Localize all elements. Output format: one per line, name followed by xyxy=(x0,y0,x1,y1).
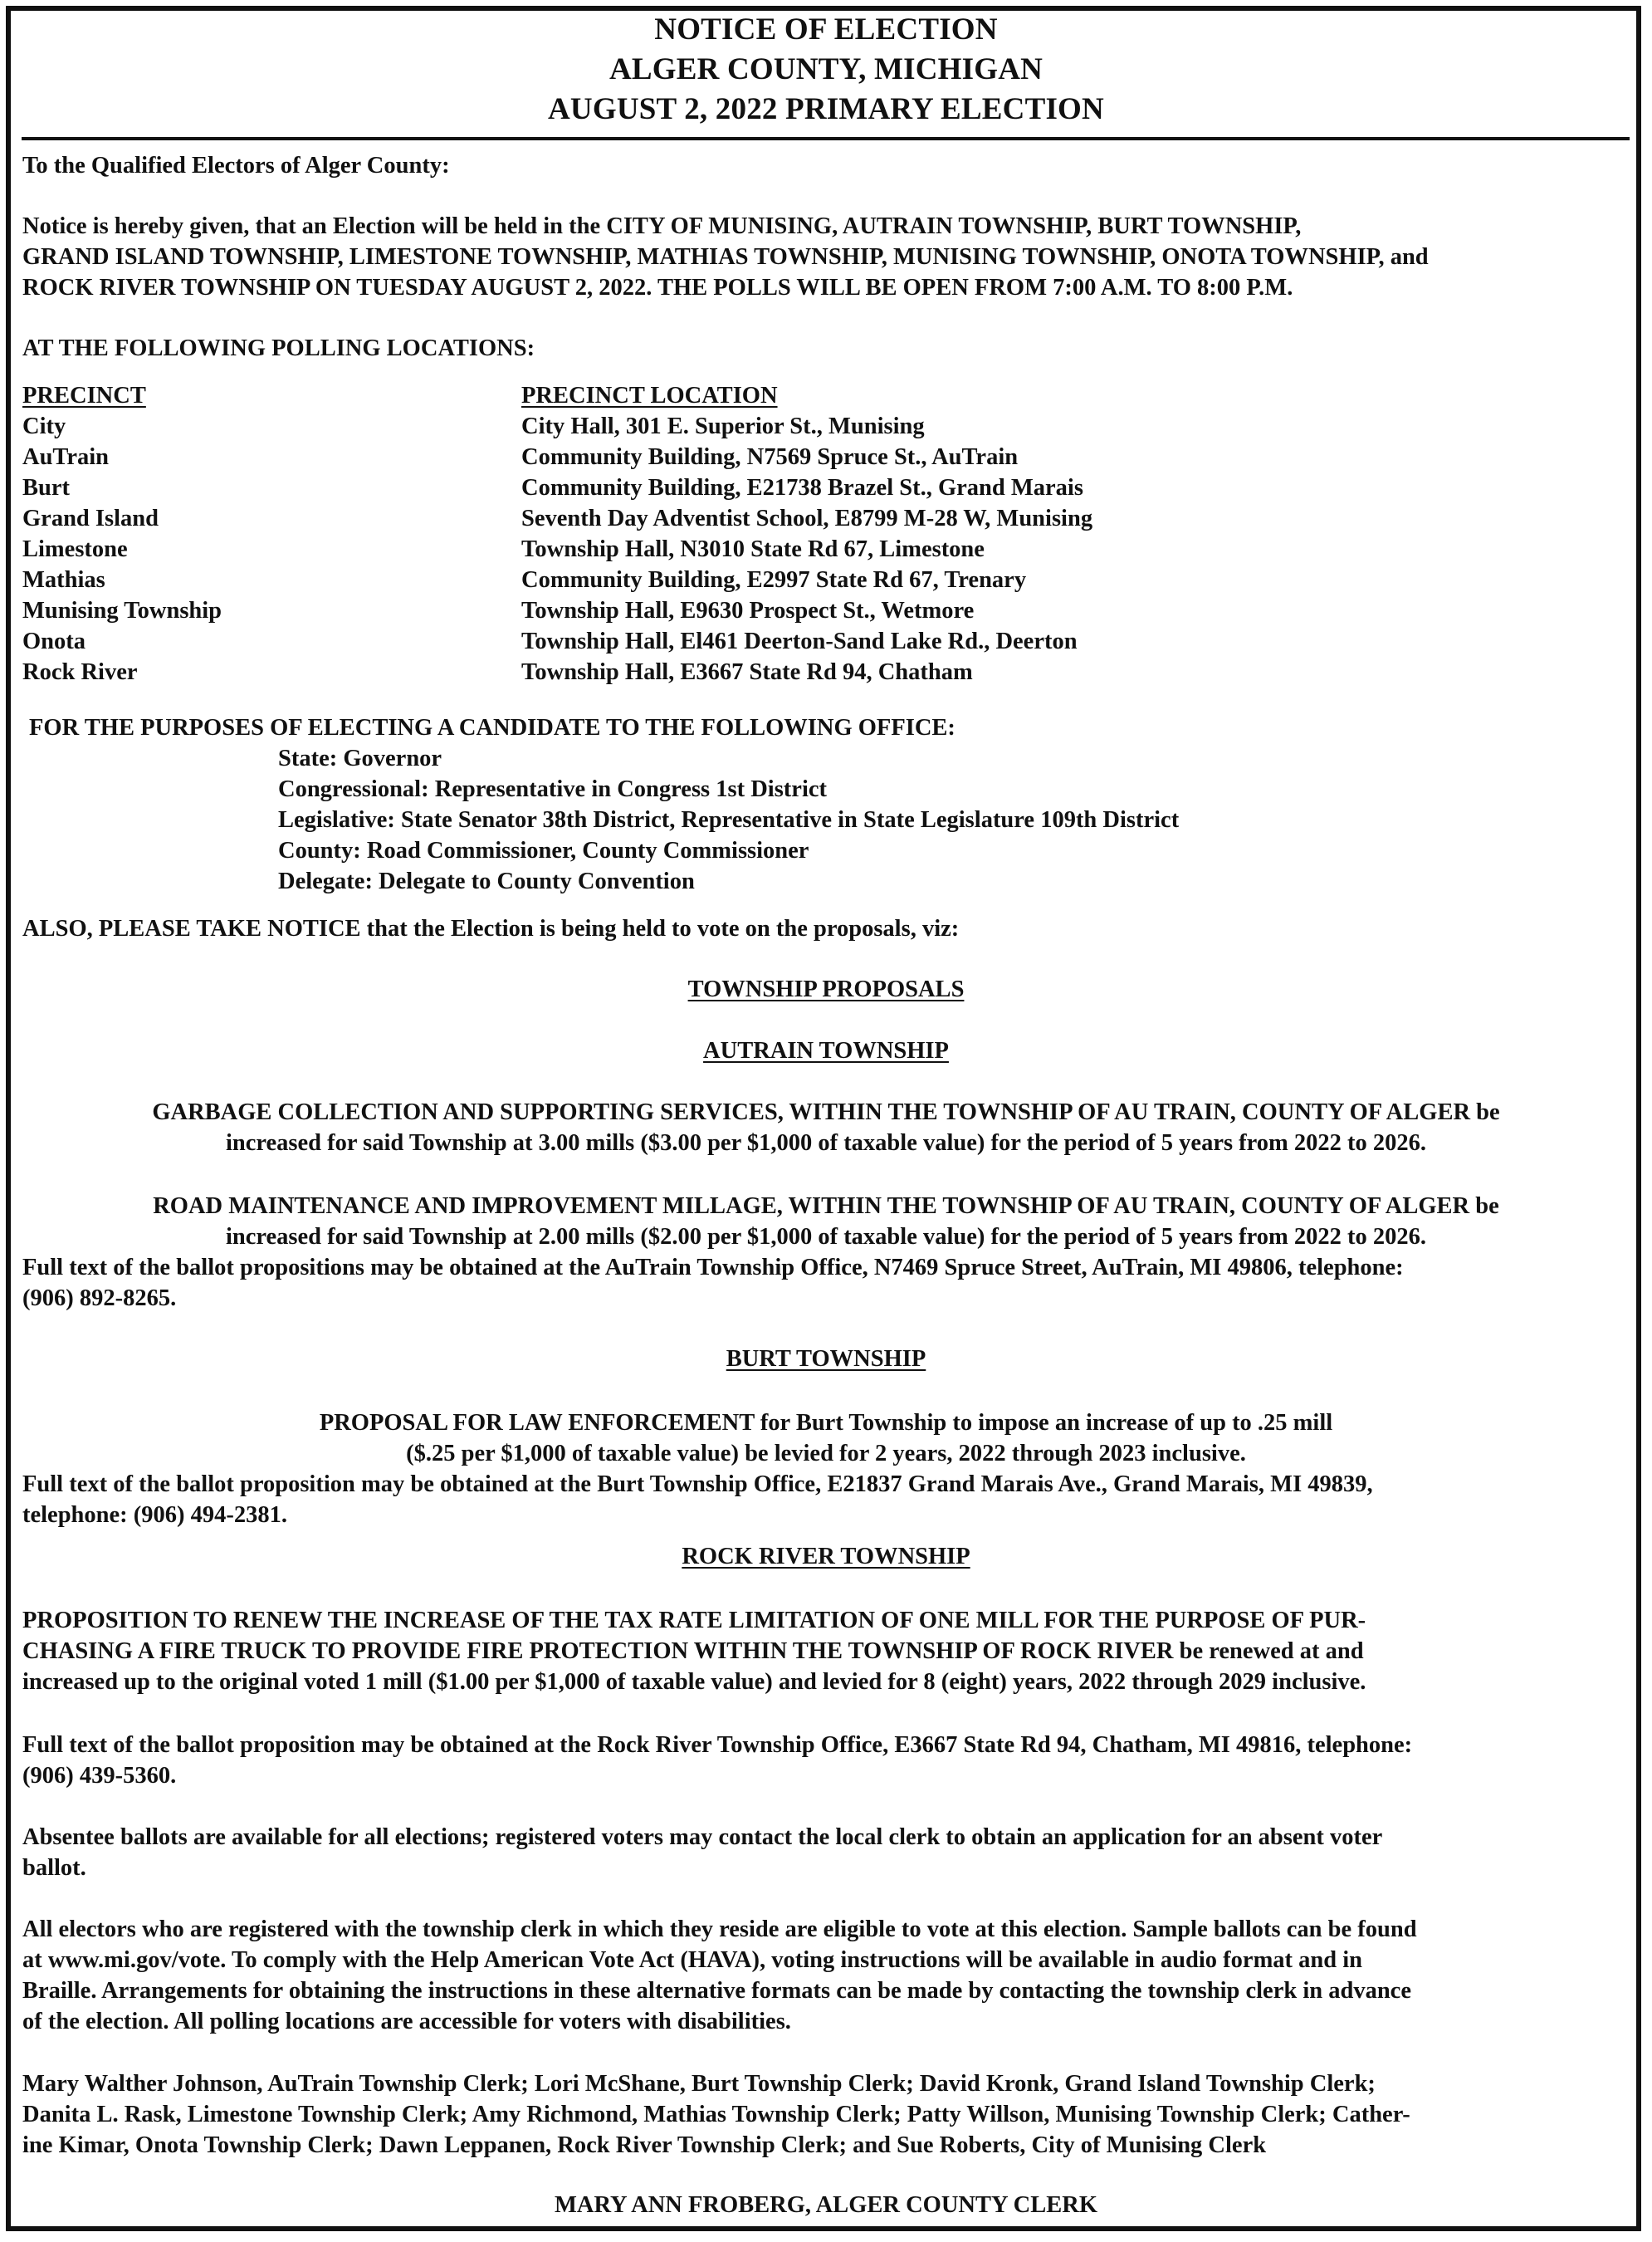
office-item: Congressional: Representative in Congress 1st District xyxy=(278,776,827,802)
burt-proposal-line: ($.25 per $1,000 of taxable value) be levied for 2 years, 2022 through 2023 inclusive. xyxy=(406,1441,1246,1466)
absentee-line: ballot. xyxy=(22,1855,86,1881)
electors-line: All electors who are registered with the township clerk in which they reside are eligible to vote at this election. Sample ballots can be found xyxy=(22,1916,1417,1942)
precinct-name: Grand Island xyxy=(22,506,159,531)
also-notice: ALSO, PLEASE TAKE NOTICE that the Election is being held to vote on the proposals, viz: xyxy=(22,916,960,942)
county-title: ALGER COUNTY, MICHIGAN xyxy=(609,52,1043,86)
precinct-name: Onota xyxy=(22,629,86,654)
electors-line: Braille. Arrangements for obtaining the instructions in these alternative formats can be made by contacting the township clerk in advance xyxy=(22,1978,1411,2004)
electors-line: at www.mi.gov/vote. To comply with the Help American Vote Act (HAVA), voting instructions will be available in audio format and in xyxy=(22,1947,1363,1973)
burt-full-text: Full text of the ballot proposition may be obtained at the Burt Township Office, E21837 Grand Marais Ave., Grand Marais, MI 49839, xyxy=(22,1471,1373,1497)
precinct-location: Township Hall, N3010 State Rd 67, Limestone xyxy=(521,536,985,562)
autrain-proposal-line: increased for said Township at 3.00 mills ($3.00 per $1,000 of taxable value) for the period of 5 years from 2022 to 2026. xyxy=(225,1130,1427,1156)
autrain-full-text: Full text of the ballot propositions may be obtained at the AuTrain Township Office, N7469 Spruce Street, AuTrain, MI 49806, telephone: xyxy=(22,1255,1404,1280)
header-rule xyxy=(22,137,1630,140)
notice-line: ROCK RIVER TOWNSHIP ON TUESDAY AUGUST 2, 2022. THE POLLS WILL BE OPEN FROM 7:00 A.M. TO 8:00 P.M. xyxy=(22,275,1293,301)
office-item: Legislative: State Senator 38th District, Representative in State Legislature 109th District xyxy=(278,807,1180,833)
precinct-location: Community Building, E21738 Brazel St., Grand Marais xyxy=(521,475,1083,501)
proposals-heading: TOWNSHIP PROPOSALS xyxy=(687,977,965,1002)
autrain-full-text: (906) 892-8265. xyxy=(22,1285,177,1311)
electors-line: of the election. All polling locations are accessible for voters with disabilities. xyxy=(22,2009,791,2034)
burt-proposal-line: PROPOSAL FOR LAW ENFORCEMENT for Burt Township to impose an increase of up to .25 mill xyxy=(319,1410,1333,1436)
autrain-proposal-line: increased for said Township at 2.00 mills ($2.00 per $1,000 of taxable value) for the period of 5 years from 2022 to 2026. xyxy=(225,1224,1427,1250)
precinct-location: City Hall, 301 E. Superior St., Munising xyxy=(521,414,925,439)
precinct-location: Township Hall, E3667 State Rd 94, Chatham xyxy=(521,659,973,685)
burt-heading: BURT TOWNSHIP xyxy=(726,1346,926,1372)
precinct-name: Mathias xyxy=(22,567,105,593)
precinct-name: Rock River xyxy=(22,659,138,685)
precinct-name: Burt xyxy=(22,475,70,501)
precinct-location: Community Building, E2997 State Rd 67, Trenary xyxy=(521,567,1027,593)
precinct-name: City xyxy=(22,414,66,439)
offices-heading: FOR THE PURPOSES OF ELECTING A CANDIDATE TO THE FOLLOWING OFFICE: xyxy=(29,715,956,741)
rock-river-full-text: (906) 439-5360. xyxy=(22,1763,177,1789)
rock-river-proposal-line: PROPOSITION TO RENEW THE INCREASE OF THE TAX RATE LIMITATION OF ONE MILL FOR THE PURPOSE OF PUR- xyxy=(22,1608,1366,1633)
absentee-line: Absentee ballots are available for all elections; registered voters may contact the local clerk to obtain an application for an absent voter xyxy=(22,1824,1383,1850)
clerks-line: Mary Walther Johnson, AuTrain Township Clerk; Lori McShane, Burt Township Clerk; David Kronk, Grand Island Township Clerk; xyxy=(22,2071,1376,2097)
location-column-header: PRECINCT LOCATION xyxy=(521,383,778,409)
polling-heading: AT THE FOLLOWING POLLING LOCATIONS: xyxy=(22,335,535,361)
county-clerk-signature: MARY ANN FROBERG, ALGER COUNTY CLERK xyxy=(554,2192,1097,2218)
burt-full-text: telephone: (906) 494-2381. xyxy=(22,1502,287,1528)
clerks-line: ine Kimar, Onota Township Clerk; Dawn Leppanen, Rock River Township Clerk; and Sue Roberts, City of Munising Clerk xyxy=(22,2132,1267,2158)
salutation: To the Qualified Electors of Alger County: xyxy=(22,153,450,179)
office-item: County: Road Commissioner, County Commissioner xyxy=(278,838,809,864)
rock-river-proposal-line: CHASING A FIRE TRUCK TO PROVIDE FIRE PROTECTION WITHIN THE TOWNSHIP OF ROCK RIVER be renewed at and xyxy=(22,1638,1364,1664)
rock-river-proposal-line: increased up to the original voted 1 mill ($1.00 per $1,000 of taxable value) and levied for 8 (eight) years, 2022 through 2029 inclusive. xyxy=(22,1669,1366,1695)
precinct-location: Township Hall, El461 Deerton-Sand Lake Rd., Deerton xyxy=(521,629,1078,654)
precinct-name: Munising Township xyxy=(22,598,222,624)
precinct-column-header: PRECINCT xyxy=(22,383,146,409)
office-item: Delegate: Delegate to County Convention xyxy=(278,869,695,894)
notice-line: Notice is hereby given, that an Election will be held in the CITY OF MUNISING, AUTRAIN TOWNSHIP, BURT TOWNSHIP, xyxy=(22,213,1302,239)
clerks-line: Danita L. Rask, Limestone Township Clerk; Amy Richmond, Mathias Township Clerk; Patty Willson, Munising Township Clerk; Cather- xyxy=(22,2102,1410,2127)
office-item: State: Governor xyxy=(278,746,442,771)
election-title: AUGUST 2, 2022 PRIMARY ELECTION xyxy=(548,92,1104,126)
autrain-proposal-line: ROAD MAINTENANCE AND IMPROVEMENT MILLAGE, WITHIN THE TOWNSHIP OF AU TRAIN, COUNTY OF ALGER be xyxy=(153,1193,1499,1219)
autrain-proposal-line: GARBAGE COLLECTION AND SUPPORTING SERVICES, WITHIN THE TOWNSHIP OF AU TRAIN, COUNTY OF ALGER be xyxy=(152,1099,1500,1125)
precinct-name: AuTrain xyxy=(22,444,109,470)
precinct-location: Seventh Day Adventist School, E8799 M-28 W, Munising xyxy=(521,506,1093,531)
notice-title: NOTICE OF ELECTION xyxy=(654,12,998,47)
autrain-heading: AUTRAIN TOWNSHIP xyxy=(703,1038,949,1064)
rock-river-full-text: Full text of the ballot proposition may be obtained at the Rock River Township Office, E3667 State Rd 94, Chatham, MI 49816, telephone: xyxy=(22,1732,1413,1758)
notice-line: GRAND ISLAND TOWNSHIP, LIMESTONE TOWNSHIP, MATHIAS TOWNSHIP, MUNISING TOWNSHIP, ONOTA TOWNSHIP, and xyxy=(22,244,1429,270)
precinct-location: Township Hall, E9630 Prospect St., Wetmore xyxy=(521,598,975,624)
precinct-name: Limestone xyxy=(22,536,128,562)
precinct-location: Community Building, N7569 Spruce St., AuTrain xyxy=(521,444,1019,470)
rock-river-heading: ROCK RIVER TOWNSHIP xyxy=(682,1544,970,1569)
